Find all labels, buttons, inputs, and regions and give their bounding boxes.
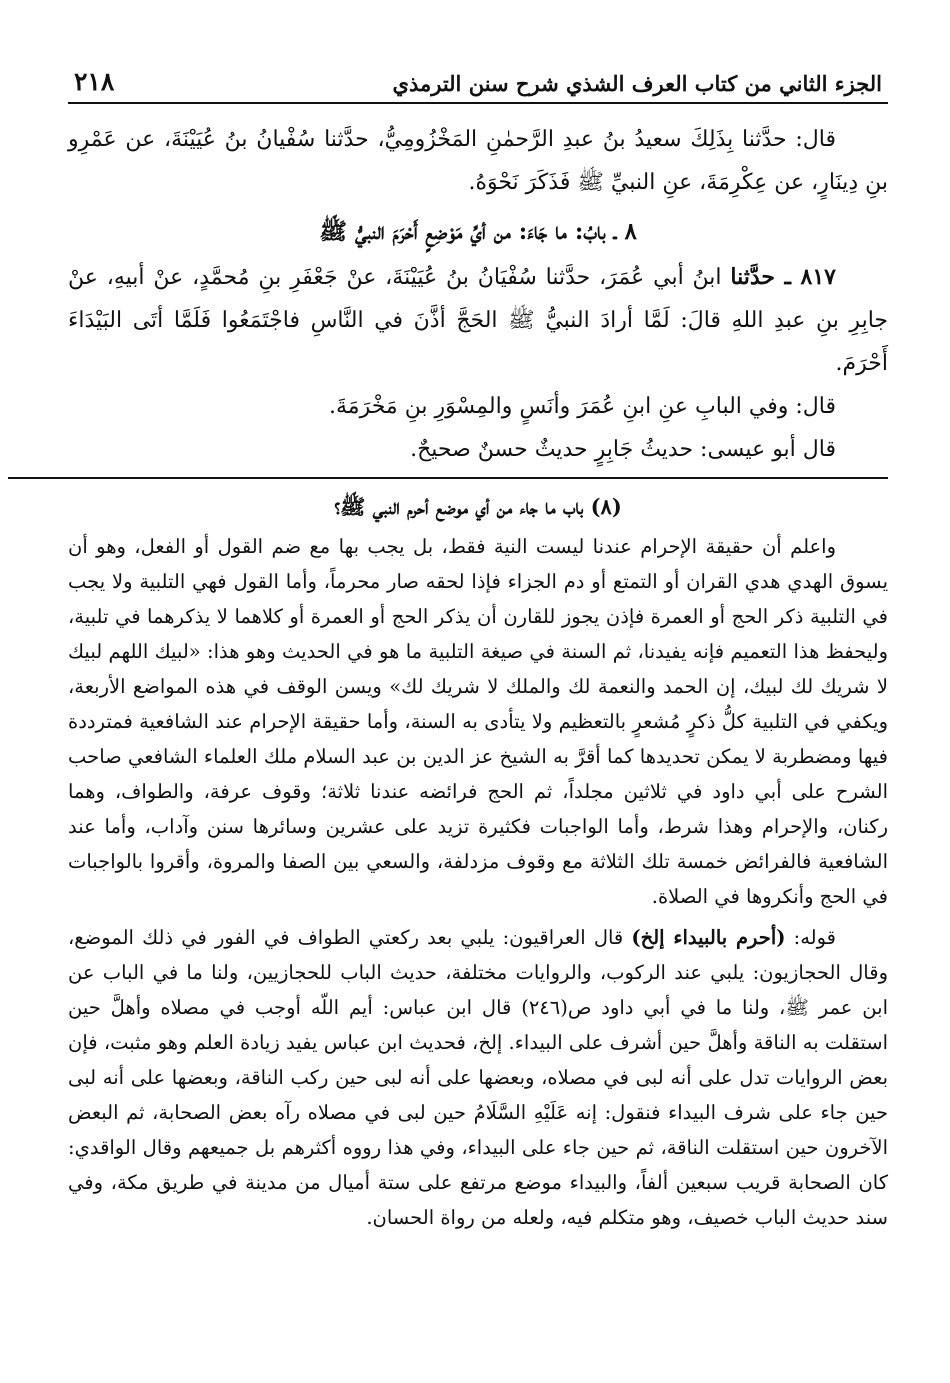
commentary-title: (٨) باب ما جاء من أي موضع أحرم النبي ﷺ؟ <box>334 494 622 519</box>
opening-paragraph: قال: حدَّثنا بِذَلِكَ سعيدُ بنُ عبدِ الرَّحمٰنِ المَخْزُومِيُّ، حدَّثنا سُفْيانُ بنُ عُيَيْنَةَ، عن عَمْرِو بنِ دِينَارٍ، عن عِكْرِمَةَ، عنِ النبيِّ ﷺ فَذَكَرَ نَحْوَهُ. <box>68 127 888 195</box>
commentary-paragraph-2 <box>68 920 888 1235</box>
paragraph-2-key: (أحرم بالبيداء إلخ) <box>631 926 786 949</box>
page-header <box>68 58 888 104</box>
hadith-text: ابنُ أبي عُمَرَ، حدَّثنا سُفْيَانُ بنُ عُيَيْنَةَ، عنْ جَعْفَرِ بنِ مُحمَّدٍ، عنْ أبيهِ، عنْ جابِرِ بنِ عبدِ اللهِ قالَ: لَمَّا أرادَ النبيُّ ﷺ الحَجَّ أذَّنَ في النَّاسِ فاجْتَمَعُوا فَلَمَّا أتَى البَيْدَاءَ أَحْرَمَ. <box>68 265 888 376</box>
commentary-paragraph-1: واعلم أن حقيقة الإحرام عندنا ليست النية فقط، بل يجب بها مع ضم القول أو الفعل، وهو أن يسوق الهدي هدي القران أو التمتع أو دم الجزاء فإذا لحقه صار محرماً، وأما القول فهي التلبية ولا يجب في التلبية ذكر الحج أو العمرة فإذن يجوز للقارن أن يذكر الحج أو العمرة أو كلاهما لا يذكرهما في تلبية، وليحفظ هذا التعميم فإنه يفيدنا، ثم السنة في صيغة التلبية ما هو في الحديث وهو هذا: «لبيك اللهم لبيك لا شريك لك لبيك، إن الحمد والنعمة لك والملك لا شريك لك» ويسن الوقف في هذه المواضع الأربعة، ويكفي في التلبية كلُّ ذكرٍ مُشعرٍ بالتعظيم ولا يتأدى به السنة، وأما حقيقة الإحرام عند الشافعية فمترددة فيها ومضطربة لا يمكن تحديدها كما أقرَّ به الشيخ عز الدين بن عبد السلام ملك العلماء الشافعي صاحب الشرح على أبي داود في ثلاثين مجلداً، ثم الحج فرائضه عندنا ثلاثة؛ وقوف عرفة، والطواف، وهما ركنان، والإحرام وهذا شرط، وأما الواجبات فكثيرة تزيد على عشرين وسائرها سنن وآداب، وأما عند الشافعية فالفرائض خمسة تلك الثلاثة مع وقوف مزدلفة، والسعي بين الصفا والمروة، وأقروا بالواجبات في الحج وأنكروها في الصلاة. <box>68 535 888 908</box>
section-divider <box>8 477 888 479</box>
commentary-section <box>68 489 888 1235</box>
page-number: ٢١٨ <box>74 67 115 96</box>
note-abu-isa: قال أبو عيسى: حديثُ جَابِرٍ حديثٌ حسنٌ صحيحٌ. <box>410 437 836 462</box>
note-bab: قال: وفي البابِ عنِ ابنِ عُمَرَ وأنَسٍ والمِسْوَرِ بنِ مَخْرَمَةَ. <box>329 394 836 419</box>
running-title: الجزء الثاني من كتاب العرف الشذي شرح سنن الترمذي <box>392 71 882 96</box>
paragraph-2-lead: قوله: <box>785 926 836 949</box>
paragraph-2-text: قال العراقيون: يلبي بعد ركعتي الطواف في الفور في ذلك الموضع، وقال الحجازيون: يلبي عند الركوب، والروايات مختلفة، حديث الباب للحجازيين، ولنا ما في الباب عن ابن عمر ﷺ، ولنا ما في أبي داود ص(٢٤٦) قال ابن عباس: أيم اللّه أوجب في مصلاه وأهلَّ حين استقلت به الناقة وأهلَّ حين أشرف على البيداء. إلخ، فحديث ابن عباس يفيد زيادة العلم وهو مثبت، فإن بعض الروايات تدل على أنه لبى في مصلاه، وبعضها على أنه لبى حين ركب الناقة، وبعضها على أنه لبى حين جاء على شرف البيداء فنقول: إنه عَلَيْهِ السَّلَامُ حين لبى في مصلاه رآه بعض الصحابة، ثم البعض الآخرون حين استقلت الناقة، ثم حين جاء على البيداء، وفي هذا رووه أكثرهم بل جميعهم وقال الواقدي: كان الصحابة قريب سبعين ألفاً، والبيداء موضع مرتفع على ستة أميال من مدينة في طريق مكة، وفي سند حديث الباب خصيف، وهو متكلم فيه، ولعله من رواة الحسان. <box>68 926 888 1229</box>
hadith-paragraph <box>68 256 888 385</box>
hadith-number-lead: ٨١٧ ـ حدَّثنا <box>730 264 836 290</box>
hadith-section <box>68 118 888 471</box>
chapter-heading: ٨ ـ بابُ: ما جَاءَ: من أيِّ مَوْضِعٍ أَحْرَمَ النبيُّ ﷺ <box>319 218 637 245</box>
